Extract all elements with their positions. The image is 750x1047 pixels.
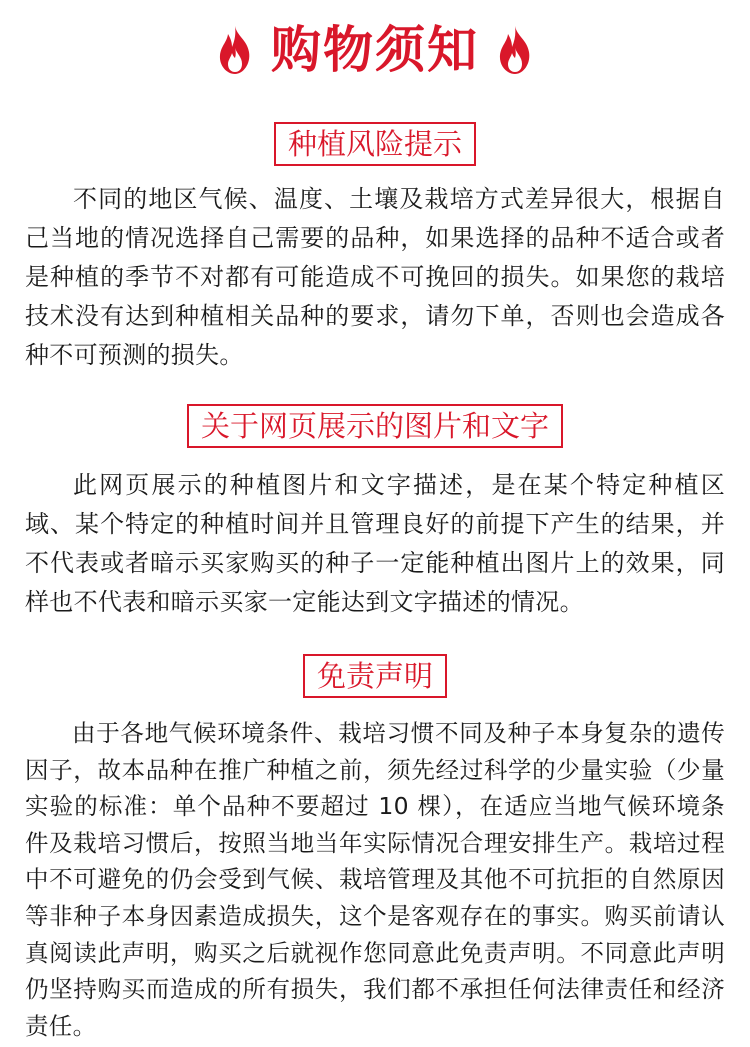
section-body-planting-risk: 不同的地区气候、温度、土壤及栽培方式差异很大，根据自己当地的情况选择自己需要的品种，如果选择的品种不适合或者是种植的季节不对都有可能造成不可挽回的损失。如果您的栽培技术没有达到种植相关品种的要求，请勿下单，否则也会造成各种不可预测的损失。 xyxy=(25,185,725,369)
section-heading-planting-risk xyxy=(0,122,750,166)
section-body-disclaimer: 由于各地气候环境条件、栽培习惯不同及种子本身复杂的遗传因子，故本品种在推广种植之前，须先经过科学的少量实验（少量实验的标准：单个品种不要超过 10 棵），在适应当地气候环境条件及栽培习惯后，按照当地当年实际情况合理安排生产。栽培过程中不可避免的仍会受到气候、栽培管理及其他不可抗拒的自然原因等非种子本身因素造成损失，这个是客观存在的事实。购买前请认真阅读此声明，购买之后就视作您同意此免责声明。不同意此声明仍坚持购买而造成的所有损失，我们都不承担任何法律责任和经济责任。 xyxy=(25,719,725,1040)
page-header xyxy=(0,12,750,88)
section-body-images-text: 此网页展示的种植图片和文字描述，是在某个特定种植区域、某个特定的种植时间并且管理良好的前提下产生的结果，并不代表或者暗示买家购买的种子一定能种植出图片上的效果，同样也不代表和暗示买家一定能达到文字描述的情况。 xyxy=(25,471,725,616)
section-heading-label: 免责声明 xyxy=(303,654,447,698)
section-heading-images-text xyxy=(0,404,750,448)
flame-icon xyxy=(495,24,535,76)
section-heading-label: 种植风险提示 xyxy=(274,122,476,166)
section-heading-disclaimer xyxy=(0,654,750,698)
section-heading-label: 关于网页展示的图片和文字 xyxy=(187,404,563,448)
page-title: 购物须知 xyxy=(271,21,479,79)
flame-icon xyxy=(215,24,255,76)
